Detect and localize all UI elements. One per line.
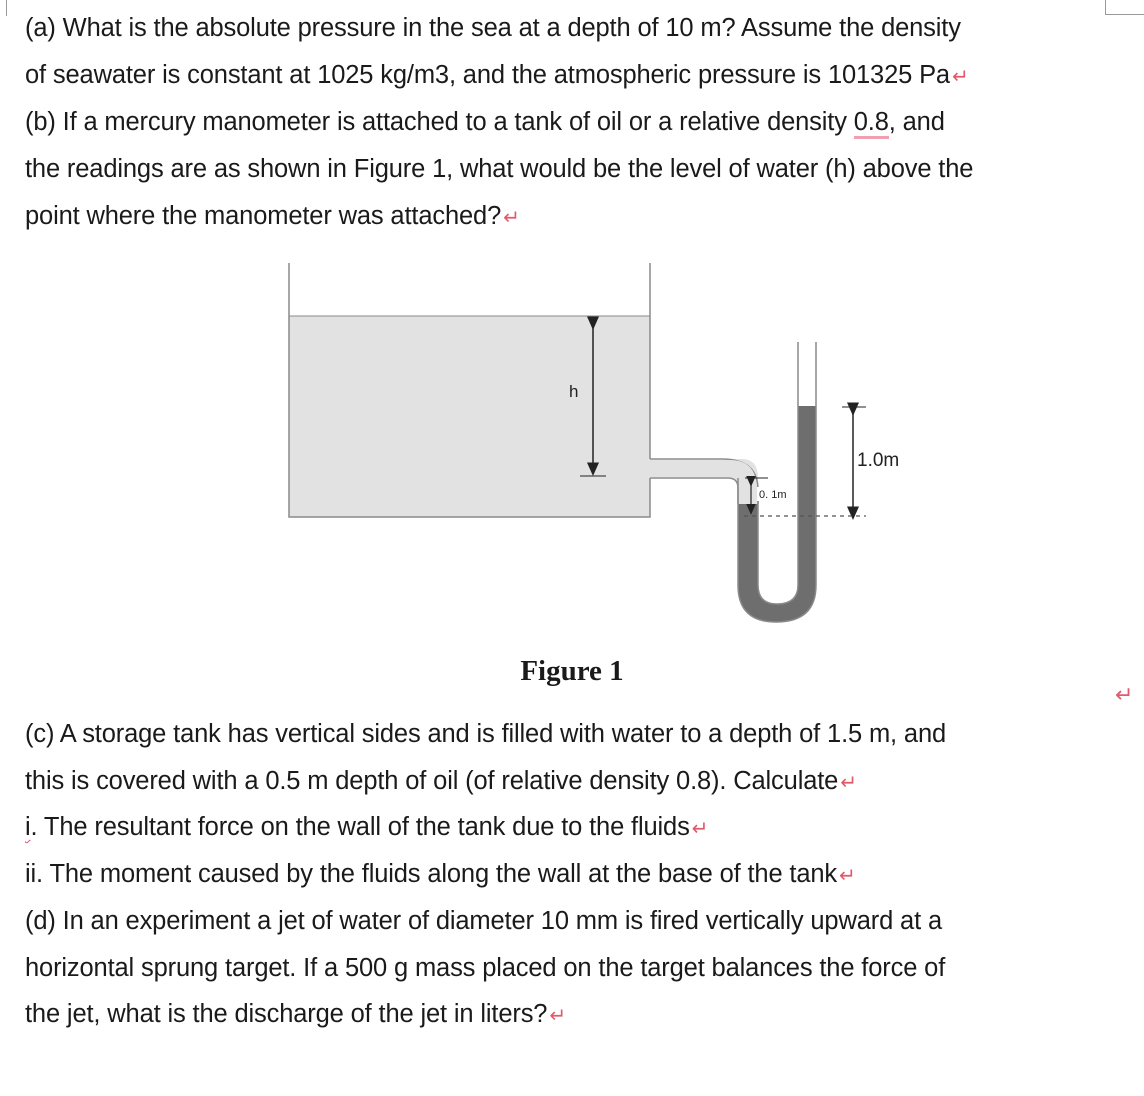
question-c-line-2: this is covered with a 0.5 m depth of oil (of relative density 0.8). Calculate ↵ bbox=[25, 767, 857, 795]
question-d-line-3: the jet, what is the discharge of the jet in liters? ↵ bbox=[25, 1000, 566, 1028]
label-h: h bbox=[569, 382, 579, 401]
question-c-line-1: (c) A storage tank has vertical sides and is filled with water to a depth of 1.5 m, and bbox=[25, 720, 947, 748]
mercury-column bbox=[738, 406, 816, 622]
question-c-i: i. The resultant force on the wall of the tank due to the fluids ↵ bbox=[25, 813, 709, 841]
question-b-line-3: point where the manometer was attached? ↵ bbox=[25, 202, 520, 230]
paragraph-mark-icon: ↵ bbox=[840, 772, 857, 794]
question-c-ii: ii. The moment caused by the fluids along the wall at the base of the tank ↵ bbox=[25, 860, 856, 888]
spelling-flag: i bbox=[25, 813, 31, 841]
paragraph-mark-icon: ↵ bbox=[691, 818, 709, 840]
paragraph-mark-icon: ↵ bbox=[503, 207, 520, 229]
paragraph-mark-icon: ↵ bbox=[549, 1005, 566, 1027]
question-a-line-1: (a) What is the absolute pressure in the sea at a depth of 10 m? Assume the density bbox=[25, 14, 961, 42]
paragraph-mark-icon: ↵ bbox=[951, 66, 969, 88]
question-b-line-2: the readings are as shown in Figure 1, what would be the level of water (h) above the bbox=[25, 155, 974, 183]
label-large: 1.0m bbox=[857, 450, 900, 471]
question-d-line-1: (d) In an experiment a jet of water of diameter 10 mm is fired vertically upward at a bbox=[25, 907, 942, 935]
grammar-flag: 0.8 bbox=[854, 108, 889, 139]
tank-fluid bbox=[289, 316, 650, 517]
question-d-line-2: horizontal sprung target. If a 500 g mass placed on the target balances the force of bbox=[25, 954, 946, 982]
paragraph-mark-icon: ↵ bbox=[839, 865, 856, 887]
figure-caption: Figure 1 bbox=[520, 655, 624, 687]
question-a-line-2: of seawater is constant at 1025 kg/m3, and the atmospheric pressure is 101325 Pa ↵ bbox=[25, 61, 969, 89]
label-small: 0. 1m bbox=[759, 489, 787, 501]
question-b-line-1: (b) If a mercury manometer is attached to a tank of oil or a relative density 0.8, and bbox=[25, 107, 945, 137]
paragraph-mark-icon: ↵ bbox=[1115, 682, 1134, 707]
